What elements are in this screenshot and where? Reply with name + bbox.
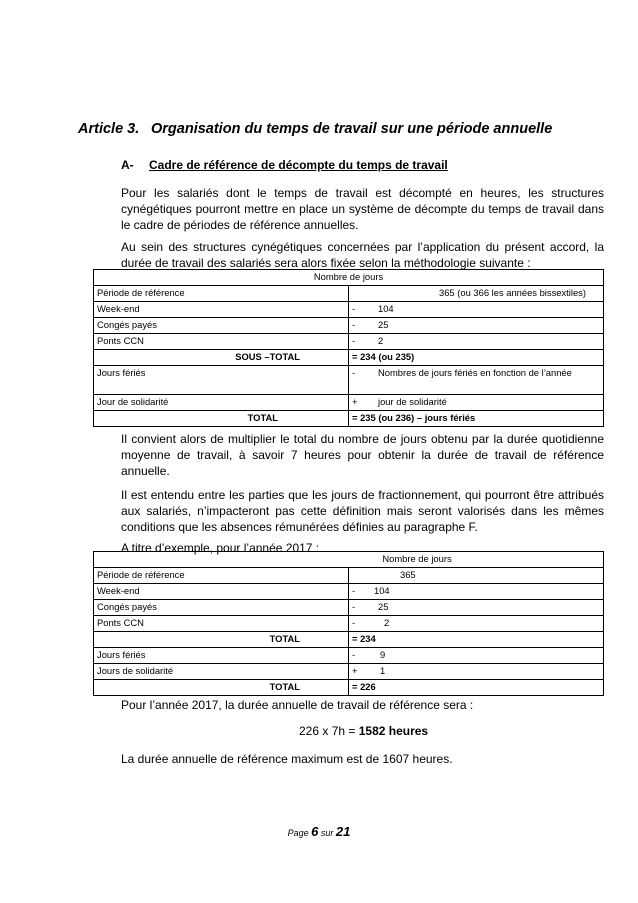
row-sign: - bbox=[352, 601, 356, 612]
row-label: Jour de solidarité bbox=[94, 395, 349, 411]
row-value: 9 bbox=[380, 649, 386, 660]
table-row-total bbox=[94, 632, 604, 648]
footer-prefix: Page bbox=[287, 828, 312, 838]
table-row-total bbox=[94, 411, 604, 427]
paragraph-7: La durée annuelle de référence maximum est de 1607 heures. bbox=[121, 752, 453, 766]
table-row bbox=[94, 334, 604, 350]
row-sign: + bbox=[352, 396, 358, 407]
row-label: Congés payés bbox=[94, 318, 349, 334]
row-label: Jours de solidarité bbox=[94, 664, 349, 680]
row-value: jour de solidarité bbox=[378, 396, 447, 407]
paragraph-5: A titre d’exemple, pour l’année 2017 : bbox=[121, 541, 320, 555]
row-sign: - bbox=[352, 585, 356, 596]
row-value: = 226 bbox=[349, 680, 604, 696]
table-row bbox=[94, 366, 604, 395]
table-row bbox=[94, 318, 604, 334]
row-label: Jours fériés bbox=[94, 366, 349, 395]
row-sign: - bbox=[352, 367, 356, 378]
article-heading bbox=[78, 121, 552, 137]
footer-page-total: 21 bbox=[335, 824, 351, 839]
row-value: = 235 (ou 236) – jours fériés bbox=[349, 411, 604, 427]
row-value: 25 bbox=[378, 601, 389, 612]
article-title: Organisation du temps de travail sur une période annuelle bbox=[151, 121, 553, 137]
paragraph-6: Pour l’année 2017, la durée annuelle de travail de référence sera : bbox=[121, 698, 474, 712]
article-number: Article 3. bbox=[78, 121, 140, 137]
table-row bbox=[94, 395, 604, 411]
table-row bbox=[94, 664, 604, 680]
table-row bbox=[94, 600, 604, 616]
row-sign: - bbox=[352, 335, 356, 346]
paragraph-1: Pour les salariés dont le temps de travail est décompté en heures, les structures cynégétiques pourront mettre en place un système de décompte du temps de travail dans le cadre de périodes de référence annuelles. bbox=[121, 186, 604, 233]
row-value: Nombres de jours fériés en fonction de l’année bbox=[378, 367, 572, 378]
row-label: Week-end bbox=[94, 584, 349, 600]
row-label: TOTAL bbox=[94, 632, 349, 648]
row-label: Week-end bbox=[94, 302, 349, 318]
row-value: 365 (ou 366 les années bissextiles) bbox=[349, 286, 604, 302]
paragraph-2: Au sein des structures cynégétiques concernées par l’application du présent accord, la durée de travail des salariés sera alors fixée selon la méthodologie suivante : bbox=[121, 240, 604, 271]
table-row bbox=[94, 648, 604, 664]
table-header-row bbox=[94, 270, 604, 286]
table-row bbox=[94, 584, 604, 600]
section-title: Cadre de référence de décompte du temps de travail bbox=[149, 158, 448, 172]
row-value: 365 bbox=[349, 568, 604, 584]
row-value: = 234 bbox=[349, 632, 604, 648]
footer-page-number: 6 bbox=[311, 824, 319, 839]
row-sign: + bbox=[352, 665, 358, 676]
row-value: 2 bbox=[378, 335, 384, 346]
row-label: SOUS –TOTAL bbox=[94, 350, 349, 366]
table-header-row bbox=[94, 552, 604, 568]
row-sign: - bbox=[352, 617, 356, 628]
row-value: 104 bbox=[374, 585, 390, 596]
row-value: 2 bbox=[384, 617, 390, 628]
table-header: Nombre de jours bbox=[94, 270, 604, 286]
calculation-formula: 226 x 7h = bbox=[299, 724, 359, 738]
row-sign: - bbox=[352, 649, 356, 660]
page-footer bbox=[0, 824, 638, 839]
table-row-subtotal bbox=[94, 350, 604, 366]
paragraph-3: Il convient alors de multiplier le total du nombre de jours obtenu par la durée quotidienne moyenne de travail, à savoir 7 heures pour obtenir la durée de travail de référence annuelle. bbox=[121, 432, 604, 479]
section-letter: A- bbox=[121, 158, 134, 172]
footer-middle: sur bbox=[318, 828, 336, 838]
section-heading bbox=[121, 158, 448, 172]
row-sign: - bbox=[352, 319, 356, 330]
row-value: 1 bbox=[380, 665, 386, 676]
row-value: 25 bbox=[378, 319, 389, 330]
paragraph-4: Il est entendu entre les parties que les jours de fractionnement, qui pourront être attribués aux salariés, n’impacteront pas cette définition mais seront valorisés dans les mêmes conditions que les absences rémunérées définies au paragraphe F. bbox=[121, 488, 604, 535]
days-table-2017 bbox=[93, 551, 604, 696]
table-header: Nombre de jours bbox=[94, 552, 604, 568]
table-row bbox=[94, 286, 604, 302]
row-label: Jours fériés bbox=[94, 648, 349, 664]
row-label: Ponts CCN bbox=[94, 616, 349, 632]
row-label: Congés payés bbox=[94, 600, 349, 616]
row-label: Période de référence bbox=[94, 568, 349, 584]
table-row bbox=[94, 568, 604, 584]
row-label: Ponts CCN bbox=[94, 334, 349, 350]
row-label: TOTAL bbox=[94, 680, 349, 696]
row-value: 104 bbox=[378, 303, 394, 314]
calculation bbox=[299, 724, 428, 738]
row-value: = 234 (ou 235) bbox=[349, 350, 604, 366]
table-row bbox=[94, 302, 604, 318]
days-table-method bbox=[93, 269, 604, 427]
table-row-total bbox=[94, 680, 604, 696]
row-label: Période de référence bbox=[94, 286, 349, 302]
row-sign: - bbox=[352, 303, 356, 314]
table-row bbox=[94, 616, 604, 632]
calculation-result: 1582 heures bbox=[358, 724, 429, 738]
row-label: TOTAL bbox=[94, 411, 349, 427]
